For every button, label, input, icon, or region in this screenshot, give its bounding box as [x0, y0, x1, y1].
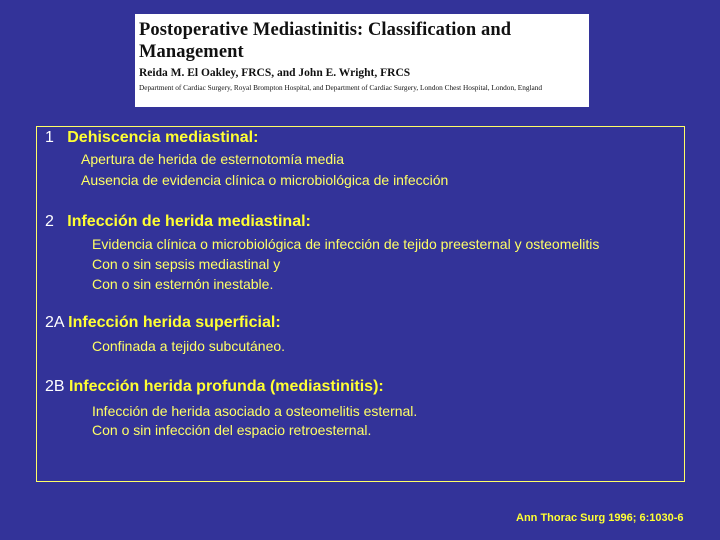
section-2b-number: 2B	[45, 378, 65, 395]
paper-header-image	[135, 14, 589, 107]
section-2a-number: 2A	[45, 314, 64, 331]
section-1-heading	[45, 129, 258, 147]
classification-box	[36, 126, 685, 482]
section-2b-title: Infección herida profunda (mediastinitis):	[69, 378, 384, 395]
section-2a-heading	[45, 314, 281, 332]
section-1-number: 1	[45, 129, 54, 146]
section-1-item-1: Apertura de herida de esternotomía media	[81, 151, 345, 167]
paper-affiliation: Department of Cardiac Surgery, Royal Brompton Hospital, and Department of Cardiac Surgery, London Chest Hospital, London, England	[139, 83, 543, 92]
section-2-item-2: Con o sin sepsis mediastinal y	[92, 256, 281, 272]
section-2b-item-1: Infección de herida asociado a osteomelitis esternal.	[92, 403, 418, 419]
section-2a-title: Infección herida superficial:	[68, 314, 281, 331]
section-2b-heading	[45, 378, 384, 396]
paper-title: Postoperative Mediastinitis: Classification and Management	[139, 20, 512, 62]
paper-authors: Reida M. El Oakley, FRCS, and John E. Wright, FRCS	[139, 67, 411, 79]
section-2-heading	[45, 213, 311, 231]
section-2b-item-2: Con o sin infección del espacio retroesternal.	[92, 422, 372, 438]
section-2-item-3: Con o sin esternón inestable.	[92, 276, 274, 292]
section-1-item-2: Ausencia de evidencia clínica o microbiológica de infección	[81, 172, 449, 188]
section-1-title: Dehiscencia mediastinal:	[67, 129, 259, 146]
citation: Ann Thorac Surg 1996; 6:1030-6	[516, 512, 684, 524]
section-2-item-1: Evidencia clínica o microbiológica de infección de tejido preesternal y osteomelitis	[92, 236, 600, 252]
section-2a-item-1: Confinada a tejido subcutáneo.	[92, 338, 286, 354]
section-2-title: Infección de herida mediastinal:	[67, 213, 311, 230]
section-2-number: 2	[45, 213, 54, 230]
